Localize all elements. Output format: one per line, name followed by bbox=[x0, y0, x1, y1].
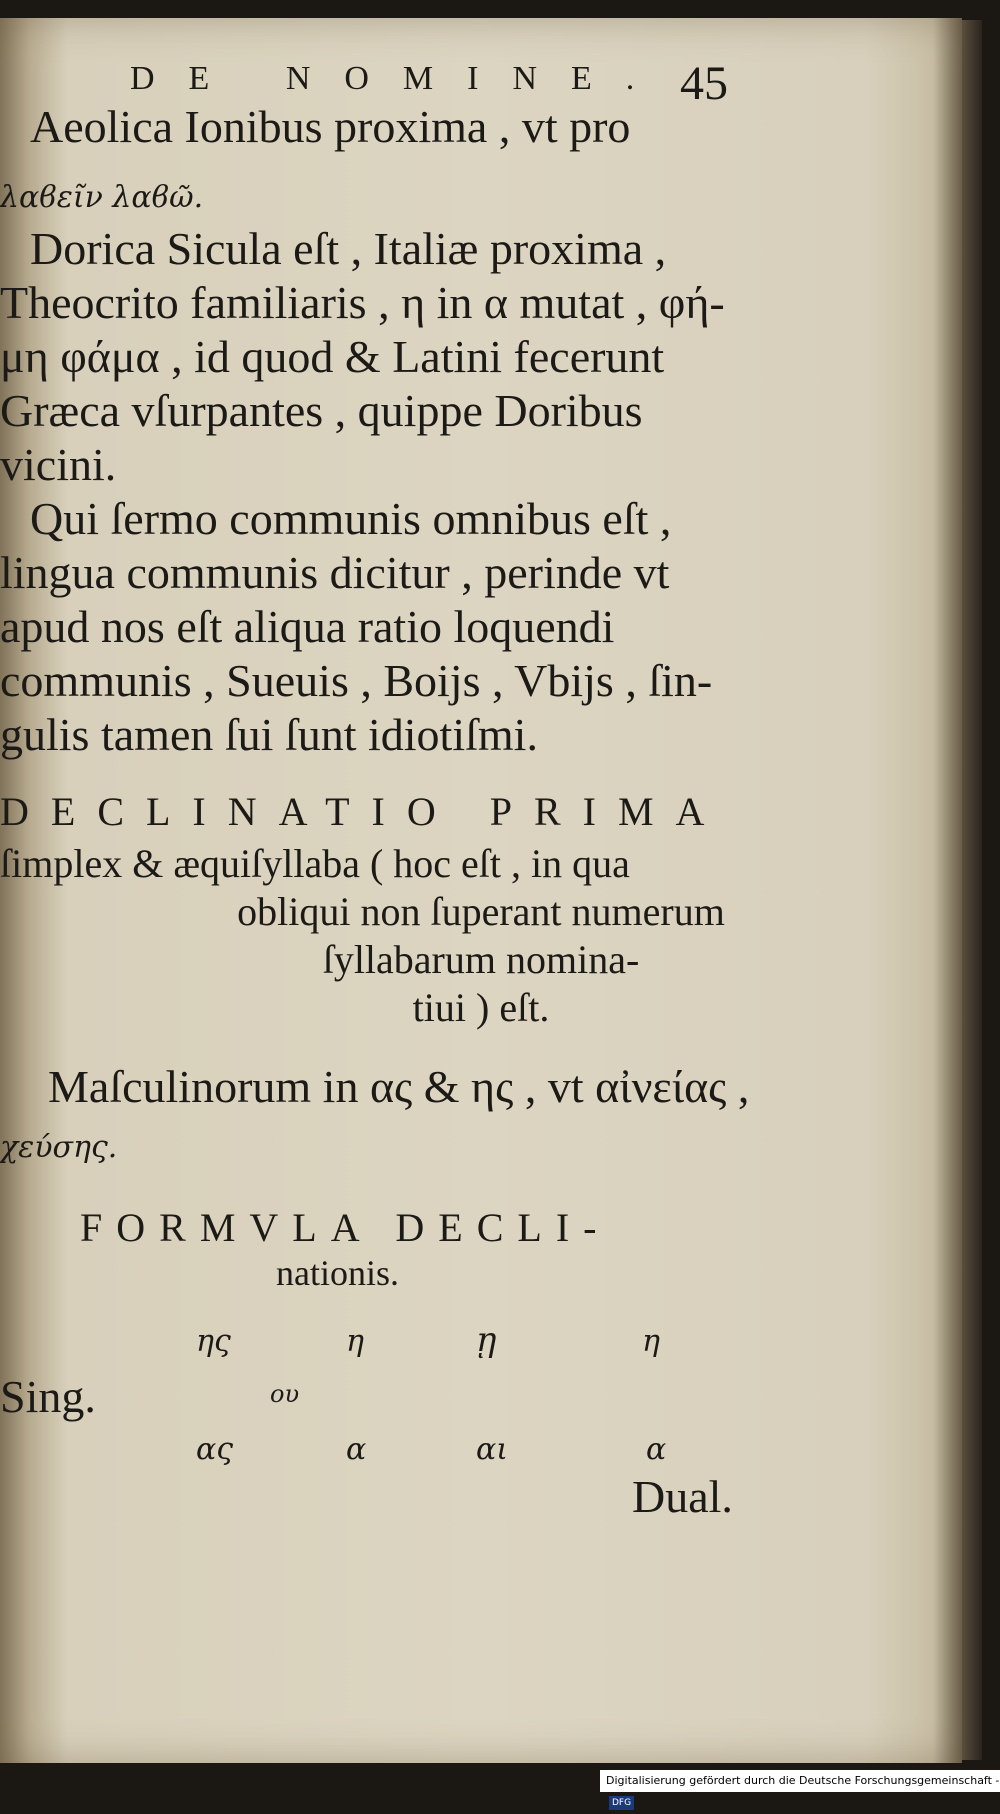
digitization-credit bbox=[600, 1770, 1000, 1808]
body-line-2: λαϐεῖν λαϐῶ. bbox=[0, 180, 204, 215]
dual-label: Dual. bbox=[632, 1471, 733, 1522]
body-line-6: Græca vſurpantes , quippe Doribus bbox=[0, 385, 643, 436]
formula-heading-2: nationis. bbox=[276, 1253, 399, 1293]
table-cell-extra: ου bbox=[270, 1380, 300, 1408]
body-line-8: Qui ſermo communis omnibus eſt , bbox=[30, 493, 672, 544]
table-cell-r1c2: η bbox=[346, 1324, 364, 1359]
formula-heading: FORMVLA DECLI- bbox=[80, 1205, 611, 1250]
sing-label: Sing. bbox=[0, 1371, 96, 1422]
table-cell-r1c1: ης bbox=[196, 1324, 231, 1359]
body-line-5: μη φάμα , id quod & Latini fecerunt bbox=[0, 331, 665, 382]
masculine-line-2: χεύσης. bbox=[0, 1130, 118, 1165]
table-cell-r2c2: α bbox=[346, 1432, 367, 1467]
declination-line-1: ſimplex & æquiſyllaba ( hoc eſt , in qua bbox=[0, 841, 630, 886]
page-edge bbox=[962, 20, 982, 1760]
dfg-logo-icon: DFG bbox=[609, 1796, 634, 1810]
masculine-line-1: Maſculinorum in ας & ης , vt αἰνείας , bbox=[48, 1061, 750, 1112]
declination-line-3: ſyllabarum nomina- bbox=[322, 937, 640, 982]
declination-heading: DECLINATIO PRIMA bbox=[0, 789, 727, 834]
table-cell-r2c4: α bbox=[646, 1432, 667, 1467]
body-line-12: gulis tamen ſui ſunt idiotiſmi. bbox=[0, 709, 538, 760]
table-cell-r1c4: η bbox=[642, 1324, 660, 1359]
declination-line-2: obliqui non ſuperant numerum bbox=[237, 889, 725, 934]
body-line-7: vicini. bbox=[0, 439, 117, 490]
declination-line-4: tiui ) eſt. bbox=[412, 985, 550, 1030]
running-header: DE NOMINE. bbox=[130, 60, 669, 97]
body-line-1: Aeolica Ionibus proxima , vt pro bbox=[30, 101, 631, 152]
body-line-11: communis , Sueuis , Boijs , Vbijs , ſin- bbox=[0, 655, 713, 706]
table-cell-r2c1: ας bbox=[196, 1432, 234, 1467]
table-cell-r2c3: αι bbox=[476, 1432, 509, 1467]
credit-text: Digitalisierung gefördert durch die Deutsche Forschungsgemeinschaft - bbox=[606, 1774, 1000, 1787]
page-number: 45 bbox=[680, 57, 728, 110]
table-cell-r1c3: ῃ bbox=[476, 1320, 497, 1360]
body-line-3: Dorica Sicula eſt , Italiæ proxima , bbox=[30, 223, 667, 274]
body-line-9: lingua communis dicitur , perinde vt bbox=[0, 547, 670, 598]
body-line-4: Theocrito familiaris , η in α mutat , φή- bbox=[0, 277, 725, 328]
body-line-10: apud nos eſt aliqua ratio loquendi bbox=[0, 601, 615, 652]
